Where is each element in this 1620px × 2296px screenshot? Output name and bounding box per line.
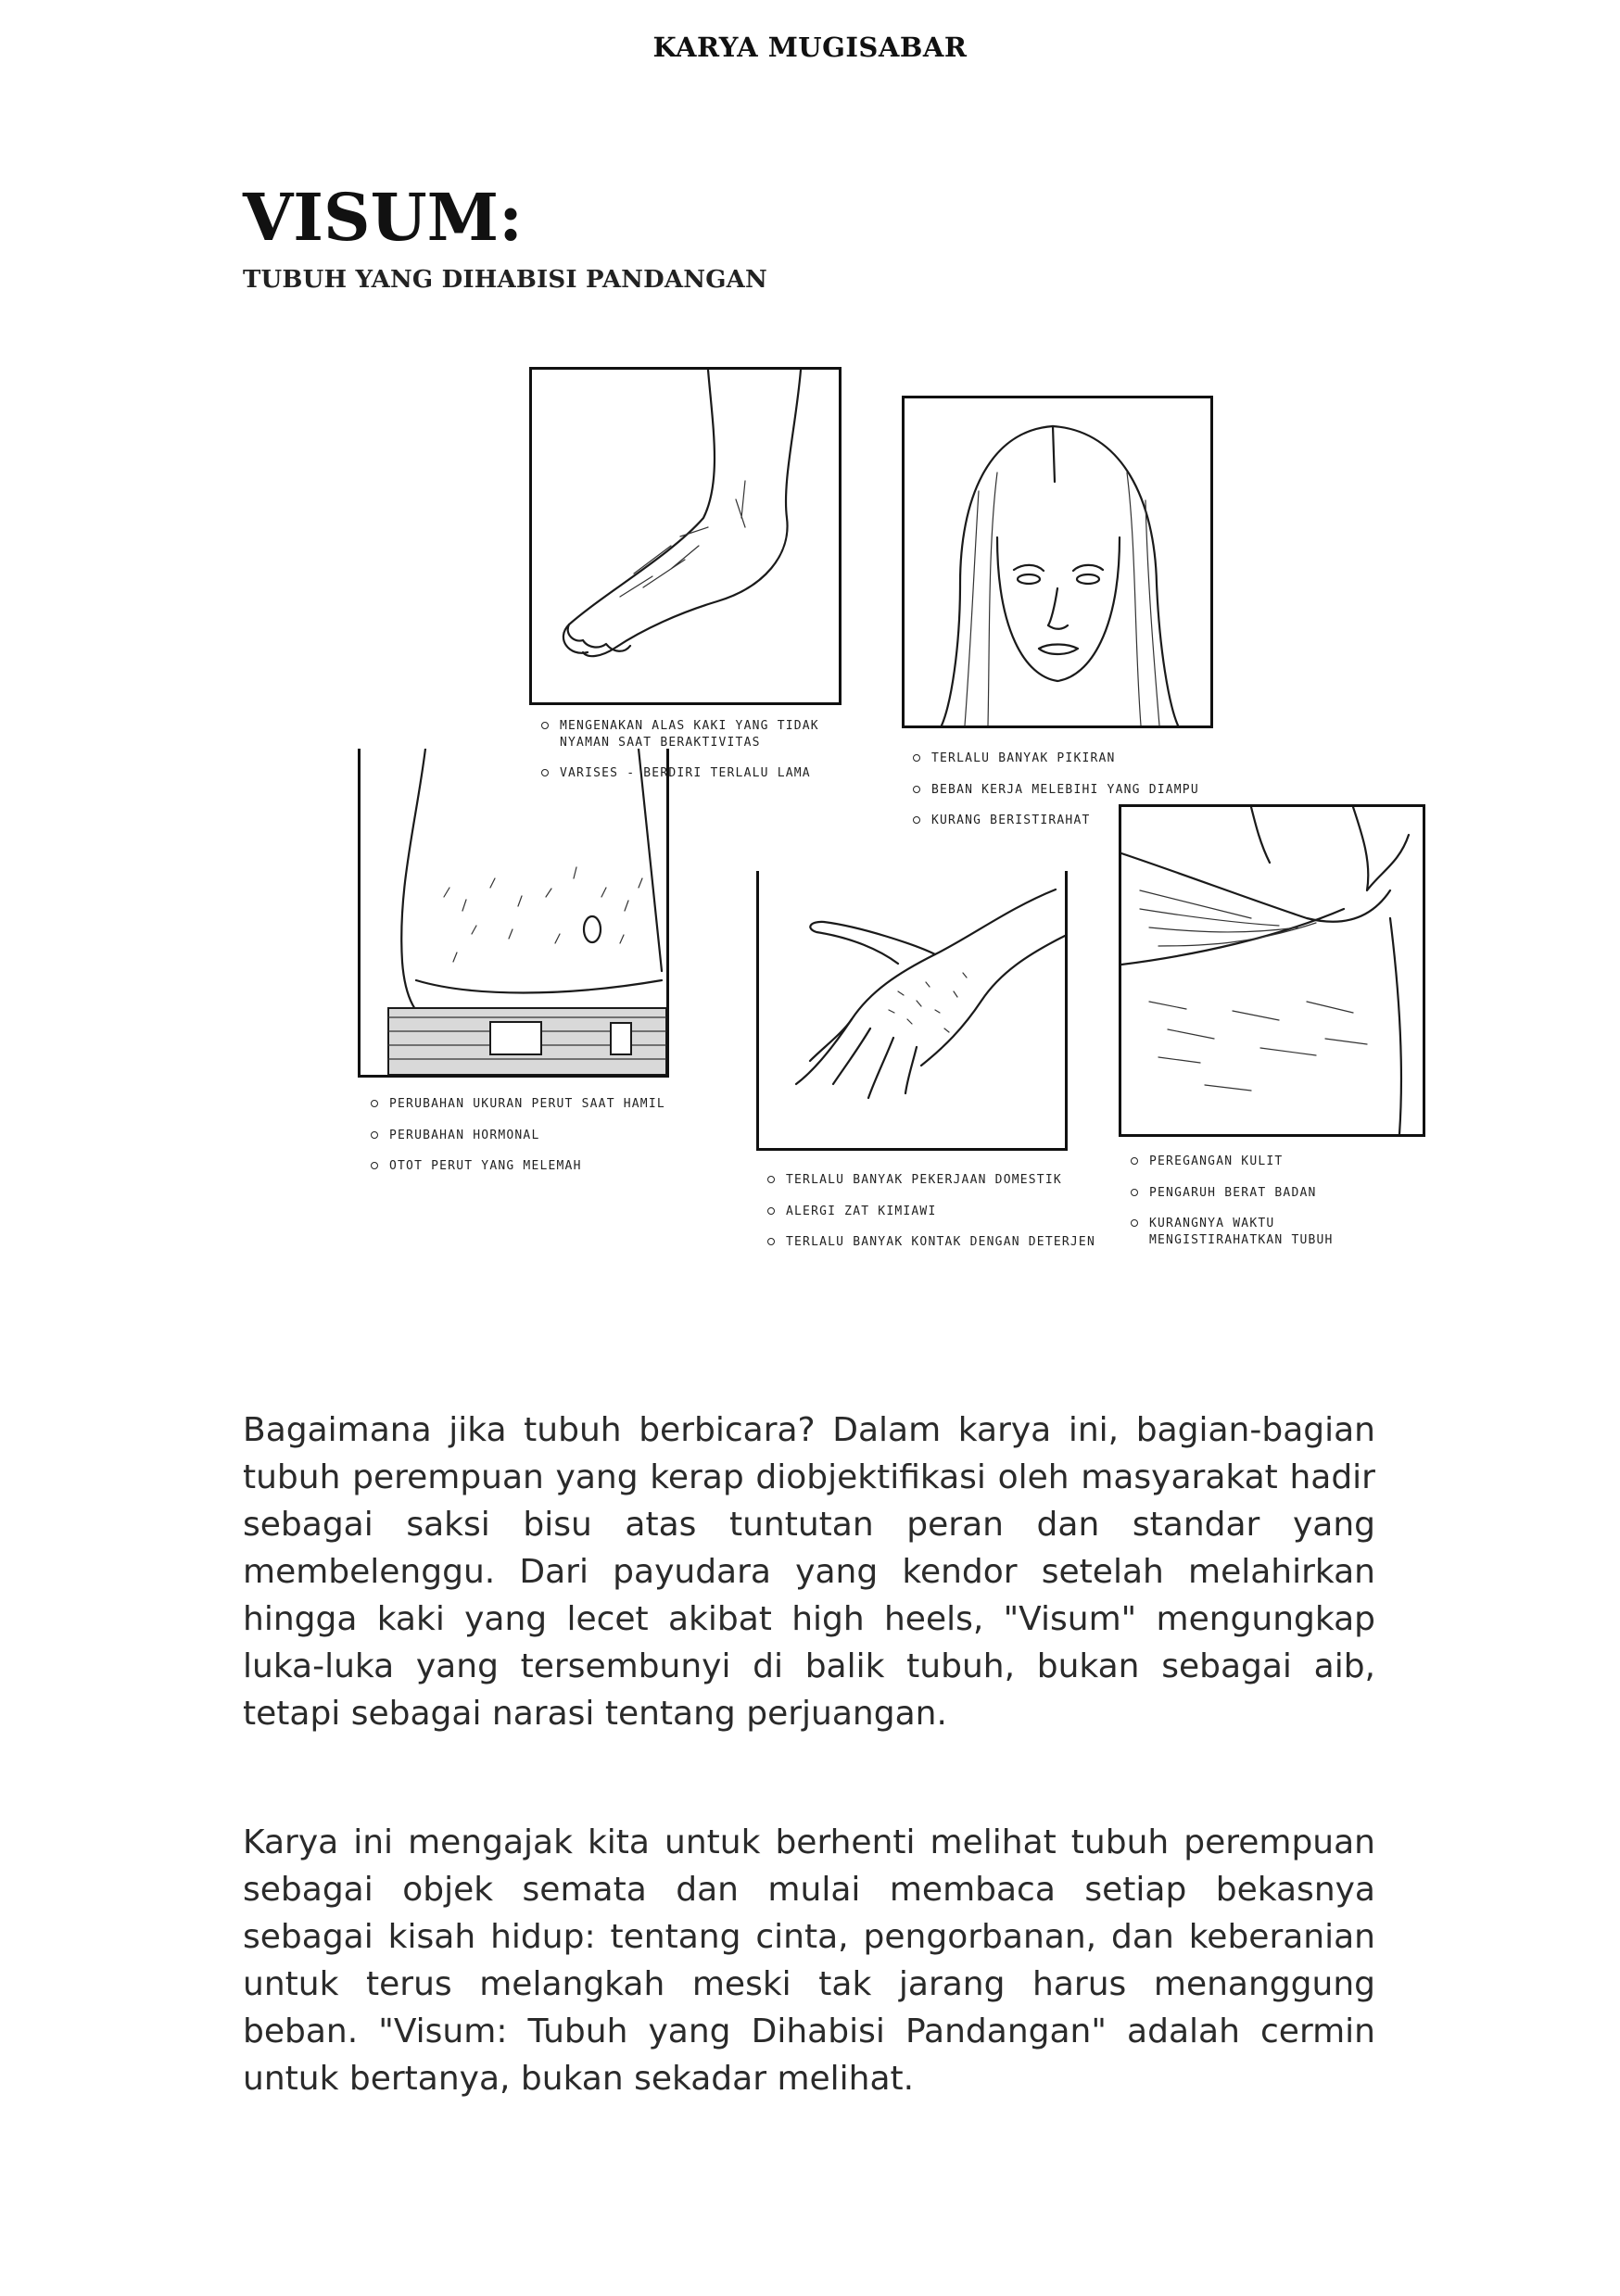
thigh-note-3: KURANGNYA WAKTU MENGISTIRAHATKAN TUBUH [1131,1216,1409,1248]
belly-panel [358,749,669,1078]
face-note-1: TERLALU BANYAK PIKIRAN [913,751,1247,767]
belly-illustration-icon [361,749,666,1075]
hand-panel [756,871,1068,1151]
hand-note-1: TERLALU BANYAK PEKERJAAN DOMESTIK [767,1172,1110,1189]
body-paragraph-2: Karya ini mengajak kita untuk berhenti melihat tubuh perempuan sebagai objek semata dan mulai membaca setiap bekasnya sebagai kisah hidup: tentang cinta, pengorbanan, dan keberanian untuk terus melangkah meski tak jarang harus menanggung beban. "Visum: Tubuh yang Dihabisi Pandangan" adalah cermin untuk bertanya, bukan sekadar melihat. [243,1823,1375,2098]
thigh-notes [1131,1154,1409,1263]
foot-panel [529,367,842,705]
hand-note-3: TERLALU BANYAK KONTAK DENGAN DETERJEN [767,1234,1110,1251]
thigh-note-1: PEREGANGAN KULIT [1131,1154,1409,1170]
thigh-note-2: PENGARUH BERAT BADAN [1131,1185,1409,1202]
face-note-3: KURANG BERISTIRAHAT [913,813,1247,829]
foot-note-2: VARISES - BERDIRI TERLALU LAMA [541,765,856,782]
thigh-illustration-icon [1121,807,1423,1134]
hand-notes [767,1172,1110,1266]
face-note-2: BEBAN KERJA MELEBIHI YANG DIAMPU [913,782,1247,799]
foot-illustration-icon [532,370,839,702]
face-panel [902,396,1213,728]
foot-notes [541,718,856,797]
belly-note-3: OTOT PERUT YANG MELEMAH [371,1158,704,1175]
foot-note-1: MENGENAKAN ALAS KAKI YANG TIDAK NYAMAN SAAT BERAKTIVITAS [541,718,856,751]
belly-notes [371,1096,704,1190]
woman-face-illustration-icon [905,398,1210,725]
belly-note-1: PERUBAHAN UKURAN PERUT SAAT HAMIL [371,1096,704,1113]
face-notes [913,751,1247,844]
author-header: KARYA MUGISABAR [652,32,968,63]
thigh-panel [1119,804,1425,1137]
page-title: VISUM: [243,179,523,256]
hand-note-2: ALERGI ZAT KIMIAWI [767,1204,1110,1220]
page-subtitle: TUBUH YANG DIHABISI PANDANGAN [243,266,767,294]
body-paragraph-1: Bagaimana jika tubuh berbicara? Dalam karya ini, bagian-bagian tubuh perempuan yang kerap diobjektifikasi oleh masyarakat hadir sebagai saksi bisu atas tuntutan peran dan standar yang membelenggu. Dari payudara yang kendor setelah melahirkan hingga kaki yang lecet akibat high heels, "Visum" mengungkap luka-luka yang tersembunyi di balik tubuh, bukan sebagai aib, tetapi sebagai narasi tentang perjuangan. [243,1411,1375,1733]
belly-note-2: PERUBAHAN HORMONAL [371,1128,704,1144]
hand-illustration-icon [759,871,1065,1148]
